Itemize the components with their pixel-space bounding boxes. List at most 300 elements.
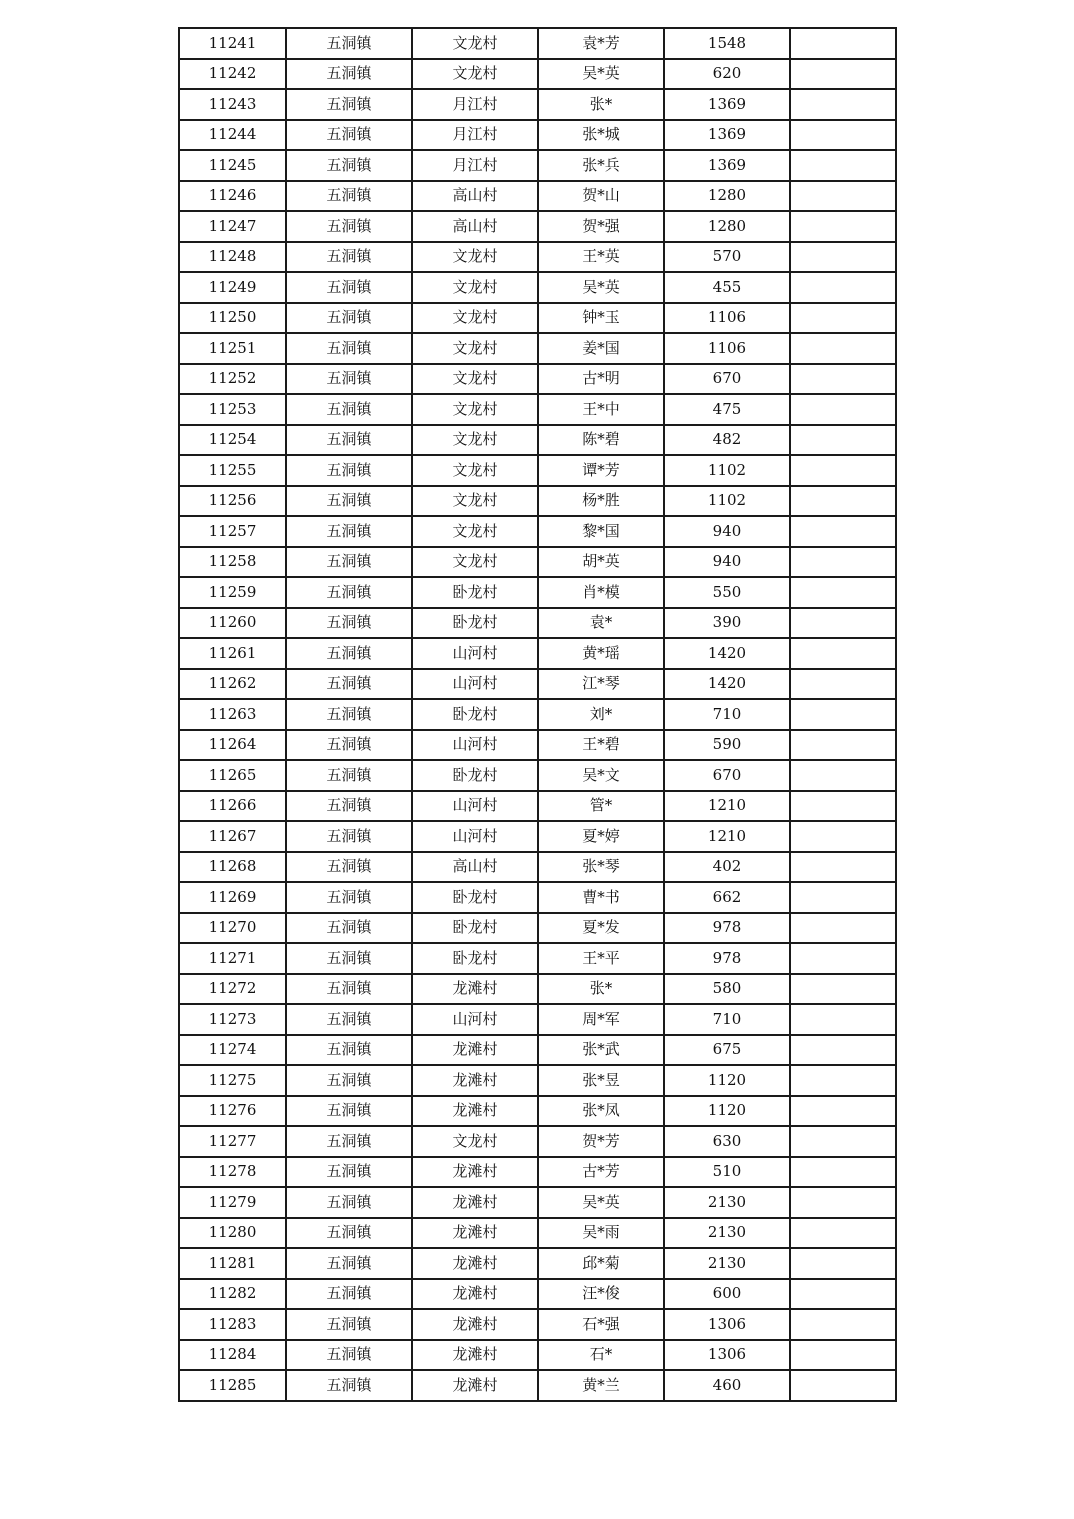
cell-remark (790, 89, 896, 120)
cell-town: 五洞镇 (286, 303, 412, 334)
cell-amount: 1102 (664, 486, 790, 517)
cell-name: 古*明 (538, 364, 664, 395)
cell-serial-number: 11260 (179, 608, 286, 639)
cell-amount: 2130 (664, 1187, 790, 1218)
cell-serial-number: 11259 (179, 577, 286, 608)
cell-serial-number: 11262 (179, 669, 286, 700)
cell-amount: 1106 (664, 303, 790, 334)
cell-village: 月江村 (412, 120, 538, 151)
cell-amount: 460 (664, 1370, 790, 1401)
cell-amount: 1369 (664, 150, 790, 181)
cell-town: 五洞镇 (286, 181, 412, 212)
cell-remark (790, 1370, 896, 1401)
cell-serial-number: 11269 (179, 882, 286, 913)
cell-remark (790, 1218, 896, 1249)
cell-amount: 482 (664, 425, 790, 456)
cell-amount: 455 (664, 272, 790, 303)
cell-amount: 670 (664, 760, 790, 791)
cell-remark (790, 913, 896, 944)
cell-amount: 1102 (664, 455, 790, 486)
cell-name: 袁*芳 (538, 28, 664, 59)
table-row (179, 150, 896, 181)
cell-amount: 940 (664, 547, 790, 578)
cell-town: 五洞镇 (286, 1218, 412, 1249)
cell-town: 五洞镇 (286, 1340, 412, 1371)
cell-remark (790, 1309, 896, 1340)
cell-serial-number: 11281 (179, 1248, 286, 1279)
cell-name: 周*军 (538, 1004, 664, 1035)
table-row (179, 242, 896, 273)
cell-village: 文龙村 (412, 516, 538, 547)
cell-remark (790, 425, 896, 456)
cell-town: 五洞镇 (286, 974, 412, 1005)
cell-remark (790, 150, 896, 181)
cell-village: 高山村 (412, 181, 538, 212)
cell-town: 五洞镇 (286, 760, 412, 791)
cell-amount: 1106 (664, 333, 790, 364)
cell-town: 五洞镇 (286, 1187, 412, 1218)
table-row (179, 547, 896, 578)
cell-village: 文龙村 (412, 394, 538, 425)
cell-village: 文龙村 (412, 272, 538, 303)
cell-town: 五洞镇 (286, 211, 412, 242)
cell-town: 五洞镇 (286, 1065, 412, 1096)
cell-village: 文龙村 (412, 364, 538, 395)
cell-name: 袁* (538, 608, 664, 639)
cell-town: 五洞镇 (286, 242, 412, 273)
cell-name: 姜*国 (538, 333, 664, 364)
cell-remark (790, 760, 896, 791)
cell-amount: 1306 (664, 1340, 790, 1371)
cell-town: 五洞镇 (286, 699, 412, 730)
cell-name: 汪*俊 (538, 1279, 664, 1310)
cell-name: 张*城 (538, 120, 664, 151)
cell-name: 吴*英 (538, 1187, 664, 1218)
cell-remark (790, 638, 896, 669)
cell-name: 王*英 (538, 242, 664, 273)
cell-town: 五洞镇 (286, 394, 412, 425)
cell-remark (790, 577, 896, 608)
cell-town: 五洞镇 (286, 1248, 412, 1279)
cell-name: 石* (538, 1340, 664, 1371)
cell-name: 江*琴 (538, 669, 664, 700)
cell-remark (790, 303, 896, 334)
cell-village: 卧龙村 (412, 882, 538, 913)
cell-amount: 580 (664, 974, 790, 1005)
table-row (179, 821, 896, 852)
table-row (179, 181, 896, 212)
cell-village: 卧龙村 (412, 699, 538, 730)
cell-serial-number: 11274 (179, 1035, 286, 1066)
cell-name: 王*碧 (538, 730, 664, 761)
cell-serial-number: 11253 (179, 394, 286, 425)
cell-amount: 590 (664, 730, 790, 761)
cell-remark (790, 181, 896, 212)
cell-village: 文龙村 (412, 425, 538, 456)
table-row (179, 638, 896, 669)
cell-town: 五洞镇 (286, 486, 412, 517)
cell-village: 龙滩村 (412, 1035, 538, 1066)
cell-name: 张*昱 (538, 1065, 664, 1096)
cell-name: 邱*菊 (538, 1248, 664, 1279)
cell-name: 黎*国 (538, 516, 664, 547)
cell-village: 文龙村 (412, 547, 538, 578)
cell-serial-number: 11263 (179, 699, 286, 730)
cell-remark (790, 516, 896, 547)
cell-village: 文龙村 (412, 59, 538, 90)
cell-serial-number: 11261 (179, 638, 286, 669)
table-row (179, 1187, 896, 1218)
cell-serial-number: 11270 (179, 913, 286, 944)
cell-serial-number: 11271 (179, 943, 286, 974)
table-row (179, 1096, 896, 1127)
table-row (179, 333, 896, 364)
table-row (179, 1004, 896, 1035)
cell-remark (790, 821, 896, 852)
cell-serial-number: 11265 (179, 760, 286, 791)
cell-remark (790, 333, 896, 364)
cell-name: 王*中 (538, 394, 664, 425)
table-row (179, 516, 896, 547)
cell-serial-number: 11247 (179, 211, 286, 242)
cell-remark (790, 1065, 896, 1096)
cell-amount: 390 (664, 608, 790, 639)
cell-village: 龙滩村 (412, 1157, 538, 1188)
table-row (179, 1309, 896, 1340)
cell-amount: 2130 (664, 1218, 790, 1249)
cell-remark (790, 852, 896, 883)
cell-serial-number: 11257 (179, 516, 286, 547)
cell-town: 五洞镇 (286, 547, 412, 578)
cell-name: 吴*文 (538, 760, 664, 791)
table-row (179, 89, 896, 120)
cell-serial-number: 11256 (179, 486, 286, 517)
table-row (179, 1218, 896, 1249)
cell-serial-number: 11264 (179, 730, 286, 761)
cell-town: 五洞镇 (286, 150, 412, 181)
cell-town: 五洞镇 (286, 669, 412, 700)
table-row (179, 1340, 896, 1371)
cell-village: 高山村 (412, 852, 538, 883)
cell-amount: 600 (664, 1279, 790, 1310)
table-row (179, 455, 896, 486)
cell-town: 五洞镇 (286, 943, 412, 974)
cell-town: 五洞镇 (286, 638, 412, 669)
cell-name: 夏*婷 (538, 821, 664, 852)
cell-serial-number: 11258 (179, 547, 286, 578)
cell-town: 五洞镇 (286, 1126, 412, 1157)
cell-village: 龙滩村 (412, 1218, 538, 1249)
table-row (179, 852, 896, 883)
cell-town: 五洞镇 (286, 913, 412, 944)
cell-serial-number: 11241 (179, 28, 286, 59)
cell-serial-number: 11278 (179, 1157, 286, 1188)
cell-name: 胡*英 (538, 547, 664, 578)
cell-town: 五洞镇 (286, 852, 412, 883)
cell-town: 五洞镇 (286, 608, 412, 639)
cell-remark (790, 882, 896, 913)
cell-name: 陈*碧 (538, 425, 664, 456)
table-row (179, 1279, 896, 1310)
cell-amount: 1280 (664, 211, 790, 242)
cell-village: 龙滩村 (412, 974, 538, 1005)
cell-serial-number: 11246 (179, 181, 286, 212)
cell-remark (790, 394, 896, 425)
cell-serial-number: 11252 (179, 364, 286, 395)
table-row (179, 882, 896, 913)
cell-name: 贺*强 (538, 211, 664, 242)
cell-town: 五洞镇 (286, 577, 412, 608)
cell-name: 管* (538, 791, 664, 822)
table-row (179, 1248, 896, 1279)
cell-town: 五洞镇 (286, 1279, 412, 1310)
cell-village: 卧龙村 (412, 913, 538, 944)
cell-remark (790, 120, 896, 151)
cell-name: 张*兵 (538, 150, 664, 181)
cell-town: 五洞镇 (286, 1096, 412, 1127)
cell-remark (790, 974, 896, 1005)
cell-name: 贺*芳 (538, 1126, 664, 1157)
cell-serial-number: 11250 (179, 303, 286, 334)
cell-amount: 710 (664, 699, 790, 730)
cell-remark (790, 547, 896, 578)
cell-amount: 662 (664, 882, 790, 913)
cell-town: 五洞镇 (286, 89, 412, 120)
cell-name: 吴*英 (538, 59, 664, 90)
table-row (179, 1126, 896, 1157)
cell-remark (790, 730, 896, 761)
cell-amount: 1420 (664, 638, 790, 669)
cell-village: 文龙村 (412, 303, 538, 334)
cell-village: 龙滩村 (412, 1279, 538, 1310)
cell-name: 刘* (538, 699, 664, 730)
cell-remark (790, 211, 896, 242)
cell-amount: 1120 (664, 1096, 790, 1127)
cell-remark (790, 1157, 896, 1188)
table-row (179, 28, 896, 59)
cell-name: 吴*英 (538, 272, 664, 303)
cell-remark (790, 486, 896, 517)
cell-amount: 710 (664, 1004, 790, 1035)
cell-serial-number: 11275 (179, 1065, 286, 1096)
cell-name: 杨*胜 (538, 486, 664, 517)
cell-town: 五洞镇 (286, 455, 412, 486)
cell-serial-number: 11282 (179, 1279, 286, 1310)
cell-name: 王*平 (538, 943, 664, 974)
table-row (179, 1157, 896, 1188)
cell-serial-number: 11280 (179, 1218, 286, 1249)
cell-amount: 620 (664, 59, 790, 90)
cell-serial-number: 11283 (179, 1309, 286, 1340)
cell-remark (790, 272, 896, 303)
table-row (179, 608, 896, 639)
cell-remark (790, 699, 896, 730)
cell-town: 五洞镇 (286, 425, 412, 456)
cell-town: 五洞镇 (286, 272, 412, 303)
cell-serial-number: 11244 (179, 120, 286, 151)
cell-amount: 675 (664, 1035, 790, 1066)
cell-serial-number: 11255 (179, 455, 286, 486)
cell-amount: 1210 (664, 821, 790, 852)
cell-village: 文龙村 (412, 333, 538, 364)
cell-amount: 940 (664, 516, 790, 547)
cell-amount: 670 (664, 364, 790, 395)
cell-name: 黄*瑶 (538, 638, 664, 669)
table-row (179, 425, 896, 456)
table-row (179, 943, 896, 974)
table-row (179, 1370, 896, 1401)
cell-remark (790, 1096, 896, 1127)
cell-amount: 402 (664, 852, 790, 883)
cell-town: 五洞镇 (286, 59, 412, 90)
cell-serial-number: 11268 (179, 852, 286, 883)
cell-village: 龙滩村 (412, 1340, 538, 1371)
cell-amount: 630 (664, 1126, 790, 1157)
cell-town: 五洞镇 (286, 882, 412, 913)
cell-remark (790, 791, 896, 822)
cell-name: 黄*兰 (538, 1370, 664, 1401)
cell-amount: 1369 (664, 89, 790, 120)
cell-amount: 1420 (664, 669, 790, 700)
cell-name: 张* (538, 974, 664, 1005)
cell-village: 山河村 (412, 730, 538, 761)
cell-serial-number: 11251 (179, 333, 286, 364)
cell-village: 文龙村 (412, 486, 538, 517)
cell-town: 五洞镇 (286, 333, 412, 364)
cell-name: 夏*发 (538, 913, 664, 944)
cell-village: 文龙村 (412, 242, 538, 273)
cell-town: 五洞镇 (286, 28, 412, 59)
cell-village: 文龙村 (412, 1126, 538, 1157)
cell-name: 肖*模 (538, 577, 664, 608)
table-row (179, 577, 896, 608)
cell-village: 龙滩村 (412, 1096, 538, 1127)
cell-amount: 978 (664, 913, 790, 944)
cell-remark (790, 364, 896, 395)
cell-name: 张* (538, 89, 664, 120)
cell-village: 龙滩村 (412, 1248, 538, 1279)
cell-village: 卧龙村 (412, 760, 538, 791)
cell-remark (790, 1187, 896, 1218)
cell-amount: 1210 (664, 791, 790, 822)
cell-remark (790, 1248, 896, 1279)
cell-serial-number: 11272 (179, 974, 286, 1005)
cell-serial-number: 11276 (179, 1096, 286, 1127)
cell-serial-number: 11267 (179, 821, 286, 852)
cell-amount: 978 (664, 943, 790, 974)
cell-amount: 1548 (664, 28, 790, 59)
cell-serial-number: 11243 (179, 89, 286, 120)
cell-name: 谭*芳 (538, 455, 664, 486)
cell-name: 石*强 (538, 1309, 664, 1340)
table-row (179, 730, 896, 761)
cell-serial-number: 11248 (179, 242, 286, 273)
cell-name: 吴*雨 (538, 1218, 664, 1249)
cell-amount: 2130 (664, 1248, 790, 1279)
cell-remark (790, 1035, 896, 1066)
cell-serial-number: 11285 (179, 1370, 286, 1401)
table-row (179, 211, 896, 242)
table-row (179, 303, 896, 334)
cell-remark (790, 1340, 896, 1371)
cell-serial-number: 11249 (179, 272, 286, 303)
cell-remark (790, 455, 896, 486)
table-row (179, 364, 896, 395)
cell-village: 卧龙村 (412, 577, 538, 608)
cell-village: 山河村 (412, 1004, 538, 1035)
cell-village: 龙滩村 (412, 1370, 538, 1401)
cell-village: 月江村 (412, 150, 538, 181)
cell-remark (790, 943, 896, 974)
cell-serial-number: 11266 (179, 791, 286, 822)
cell-name: 贺*山 (538, 181, 664, 212)
cell-remark (790, 28, 896, 59)
cell-remark (790, 59, 896, 90)
table-row (179, 974, 896, 1005)
table-row (179, 913, 896, 944)
cell-name: 古*芳 (538, 1157, 664, 1188)
cell-village: 龙滩村 (412, 1065, 538, 1096)
cell-amount: 475 (664, 394, 790, 425)
cell-village: 龙滩村 (412, 1187, 538, 1218)
cell-town: 五洞镇 (286, 516, 412, 547)
table-row (179, 1035, 896, 1066)
cell-name: 张*凤 (538, 1096, 664, 1127)
cell-name: 钟*玉 (538, 303, 664, 334)
cell-amount: 1120 (664, 1065, 790, 1096)
cell-serial-number: 11245 (179, 150, 286, 181)
cell-town: 五洞镇 (286, 1035, 412, 1066)
cell-remark (790, 608, 896, 639)
cell-town: 五洞镇 (286, 730, 412, 761)
cell-remark (790, 1126, 896, 1157)
cell-amount: 1369 (664, 120, 790, 151)
document-page (178, 27, 895, 1402)
table-row (179, 486, 896, 517)
cell-town: 五洞镇 (286, 1309, 412, 1340)
cell-serial-number: 11279 (179, 1187, 286, 1218)
table-row (179, 394, 896, 425)
cell-serial-number: 11273 (179, 1004, 286, 1035)
cell-amount: 570 (664, 242, 790, 273)
cell-village: 山河村 (412, 791, 538, 822)
cell-village: 文龙村 (412, 455, 538, 486)
cell-town: 五洞镇 (286, 821, 412, 852)
cell-amount: 1280 (664, 181, 790, 212)
cell-town: 五洞镇 (286, 791, 412, 822)
table-row (179, 791, 896, 822)
cell-town: 五洞镇 (286, 364, 412, 395)
cell-serial-number: 11242 (179, 59, 286, 90)
cell-serial-number: 11284 (179, 1340, 286, 1371)
cell-town: 五洞镇 (286, 1157, 412, 1188)
cell-serial-number: 11254 (179, 425, 286, 456)
table-row (179, 120, 896, 151)
table-row (179, 59, 896, 90)
cell-village: 月江村 (412, 89, 538, 120)
roster-table-body (179, 28, 896, 1401)
cell-village: 卧龙村 (412, 943, 538, 974)
cell-town: 五洞镇 (286, 120, 412, 151)
table-row (179, 1065, 896, 1096)
table-row (179, 760, 896, 791)
roster-table (178, 27, 897, 1402)
cell-amount: 1306 (664, 1309, 790, 1340)
cell-village: 文龙村 (412, 28, 538, 59)
cell-village: 山河村 (412, 638, 538, 669)
cell-amount: 550 (664, 577, 790, 608)
cell-village: 龙滩村 (412, 1309, 538, 1340)
